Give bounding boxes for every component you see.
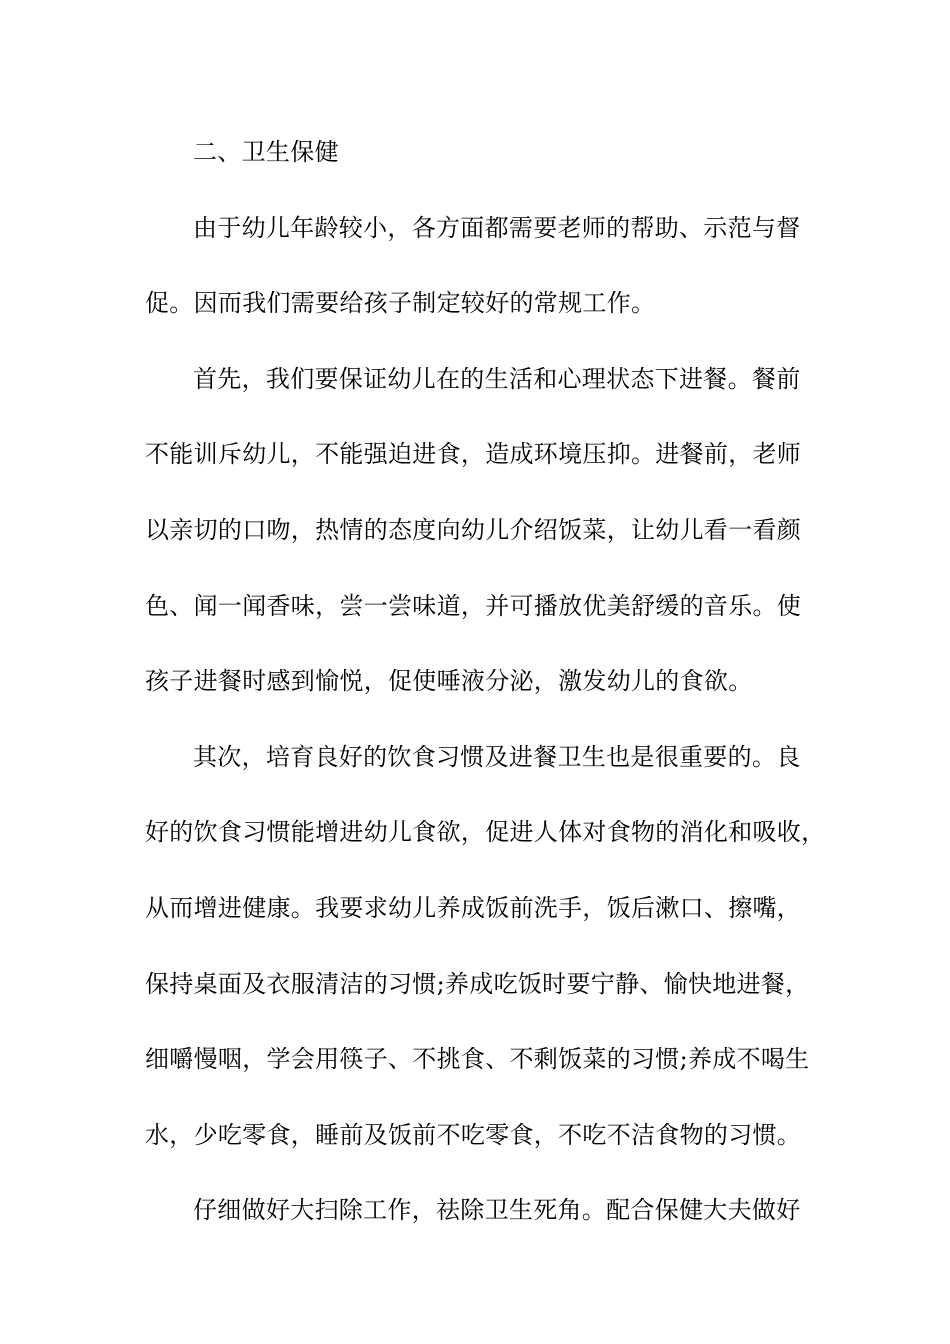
section-heading: 二、卫生保健	[193, 138, 339, 166]
paragraph-line: 孩子进餐时感到愉悦，促使唾液分泌，激发幼儿的食欲。	[145, 667, 753, 696]
paragraph-line: 色、闻一闻香味，尝一尝味道，并可播放优美舒缓的音乐。使	[145, 591, 802, 620]
paragraph-line: 由于幼儿年龄较小，各方面都需要老师的帮助、示范与督	[193, 213, 801, 242]
paragraph-line: 好的饮食习惯能增进幼儿食欲，促进人体对食物的消化和吸收，	[145, 818, 826, 847]
paragraph-line: 其次，培育良好的饮食习惯及进餐卫生也是很重要的。良	[193, 742, 801, 771]
document-body	[145, 127, 825, 1261]
paragraph-line: 促。因而我们需要给孩子制定较好的常规工作。	[145, 289, 656, 318]
paragraph-line: 细嚼慢咽，学会用筷子、不挑食、不剩饭菜的习惯;养成不喝生	[145, 1045, 810, 1074]
paragraph-line: 保持桌面及衣服清洁的习惯;养成吃饭时要宁静、愉快地进餐，	[145, 969, 810, 998]
paragraph-line: 水，少吃零食，睡前及饭前不吃零食，不吃不洁食物的习惯。	[145, 1120, 802, 1149]
paragraph-line: 不能训斥幼儿，不能强迫进食，造成环境压抑。进餐前，老师	[145, 440, 802, 469]
paragraph-line: 仔细做好大扫除工作，祛除卫生死角。配合保健大夫做好	[193, 1196, 801, 1225]
paragraph-line: 从而增进健康。我要求幼儿养成饭前洗手，饭后漱口、擦嘴，	[145, 893, 802, 922]
paragraph-line: 以亲切的口吻，热情的态度向幼儿介绍饭菜，让幼儿看一看颜	[145, 515, 802, 544]
paragraph-line: 首先，我们要保证幼儿在的生活和心理状态下进餐。餐前	[193, 364, 801, 393]
